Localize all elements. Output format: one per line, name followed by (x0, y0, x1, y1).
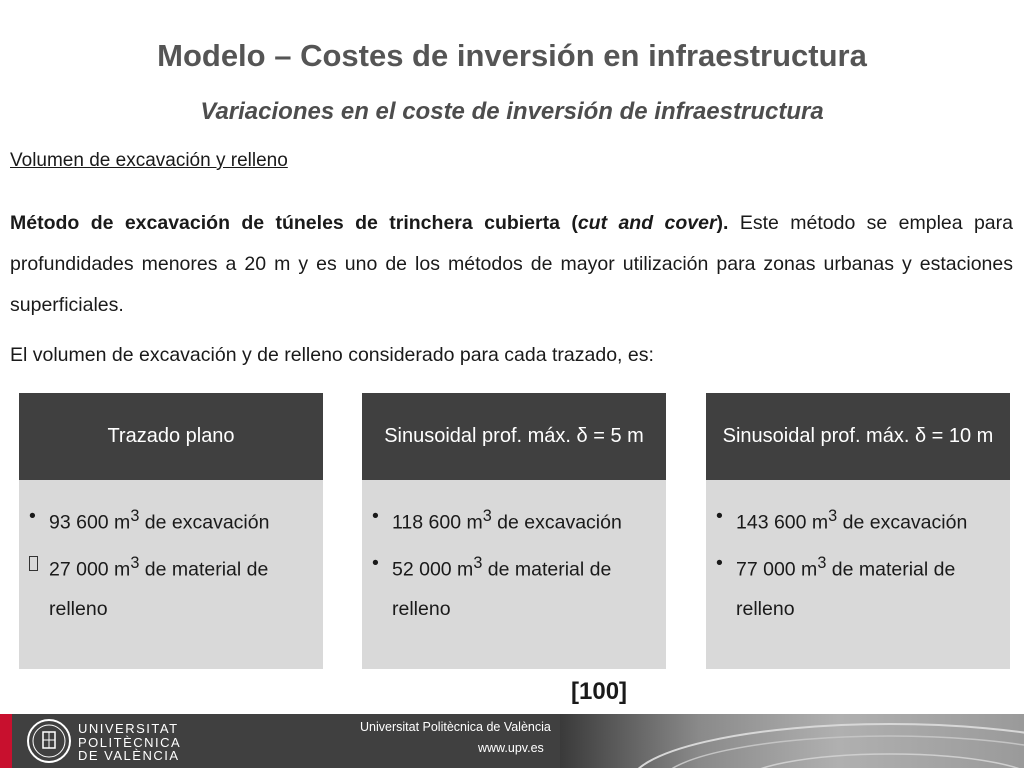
card-body (19, 480, 323, 669)
reference-number: [100] (571, 678, 628, 705)
seal-engraving-icon (560, 714, 1024, 768)
list-item: • 93 600 $m^3$ de excavación (29, 496, 315, 543)
bullet-icon: • (372, 505, 379, 527)
list-item: • 118 600 $m^3$ de excavación (372, 496, 658, 543)
bullet-icon: • (716, 505, 723, 527)
card-header: Trazado plano (19, 393, 323, 480)
card-header: Sinusoidal prof. máx. δ = 10 m (706, 393, 1010, 480)
card-body (362, 480, 666, 669)
footer-university-name: Universitat Politècnica de València (360, 720, 551, 734)
slide-subtitle: Variaciones en el coste de inversión de infraestructura (200, 98, 824, 125)
intro-italic: cut and cover (577, 212, 717, 234)
bullet-icon: • (29, 505, 36, 527)
lead-paragraph: El volumen de excavación y de relleno considerado para cada trazado, es: (10, 344, 654, 366)
list-item: • 143 600 $m^3$ de excavación (716, 496, 1002, 543)
card-header: Sinusoidal prof. máx. δ = 5 m (362, 393, 666, 480)
card-body (706, 480, 1010, 669)
bullet-icon: • (716, 551, 723, 574)
footer-bar (0, 714, 1024, 768)
card-sinusoidal-5m (362, 393, 666, 669)
section-heading: Volumen de excavación y relleno (10, 150, 288, 171)
university-seal-icon (26, 718, 72, 764)
intro-bold-end: ). (716, 212, 729, 234)
bullet-icon: • (372, 551, 379, 574)
university-logo[interactable] (26, 718, 72, 764)
list-item: 27 000 $m^3$ de material de relleno (29, 543, 315, 630)
missing-glyph-icon (29, 543, 49, 630)
university-logo-text: UNIVERSITAT POLITÈCNICA DE VALÈNCIA (78, 721, 182, 763)
slide-title: Modelo – Costes de inversión en infraestructura (157, 38, 867, 73)
intro-rest: Este método se emplea para profundidades menores a 20 m y es uno de los métodos de mayor utilización para zonas urbanas y estaciones superficiales. (10, 212, 1013, 316)
card-sinusoidal-10m (706, 393, 1010, 669)
intro-paragraph (10, 203, 1013, 326)
list-item: • 52 000 $m^3$ de material de relleno (372, 543, 658, 630)
list-item: • 77 000 $m^3$ de material de relleno (716, 543, 1002, 630)
card-trazado-plano (19, 393, 323, 669)
footer-accent-strip (0, 714, 12, 768)
footer-url-link[interactable]: www.upv.es (478, 741, 544, 755)
footer-seal-photo (560, 714, 1024, 768)
intro-bold: Método de excavación de túneles de trinchera cubierta ( (10, 212, 578, 234)
